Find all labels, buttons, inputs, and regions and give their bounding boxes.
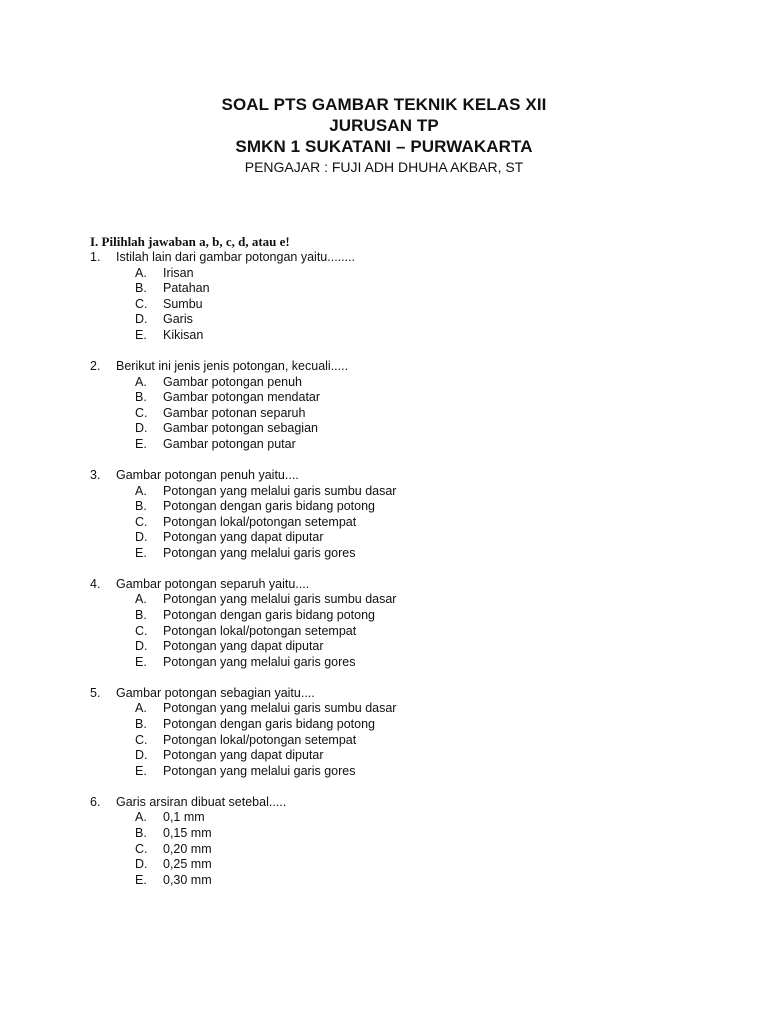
option-letter: E. [135, 654, 147, 669]
option-letter: E. [135, 327, 147, 342]
teacher-line: PENGAJAR : FUJI ADH DHUHA AKBAR, ST [244, 159, 524, 175]
option-text: Potongan lokal/potongan setempat [163, 514, 357, 529]
question-stem [0, 468, 768, 484]
option-letter: E. [135, 545, 147, 560]
question-stem [0, 359, 768, 375]
option-e [0, 328, 768, 344]
option-a [0, 266, 768, 282]
option-letter: A. [135, 483, 147, 498]
option-letter: C. [135, 841, 148, 856]
option-letter: A. [135, 810, 147, 825]
option-a [0, 592, 768, 608]
option-text: Gambar potongan sebagian [163, 421, 318, 436]
option-text: Potongan yang melalui garis sumbu dasar [163, 483, 397, 498]
option-d [0, 421, 768, 437]
option-letter: B. [135, 390, 147, 405]
option-letter: C. [135, 405, 148, 420]
option-letter: E. [135, 763, 147, 778]
option-text: Potongan yang dapat diputar [163, 530, 324, 545]
question-text: Berikut ini jenis jenis potongan, kecuali..... [116, 358, 349, 373]
question-number: 4. [90, 576, 101, 591]
question-number: 3. [90, 467, 101, 482]
option-c [0, 624, 768, 640]
question-number: 1. [90, 250, 101, 264]
option-d [0, 857, 768, 873]
option-text: Gambar potongan penuh [163, 374, 302, 389]
question-5 [0, 686, 768, 780]
option-text: Irisan [163, 265, 194, 280]
option-text: Gambar potongan mendatar [163, 390, 321, 405]
option-c [0, 733, 768, 749]
option-d [0, 312, 768, 328]
option-a [0, 375, 768, 391]
question-text: Garis arsiran dibuat setebal..... [116, 794, 287, 809]
option-letter: B. [135, 717, 147, 731]
option-text: Sumbu [163, 296, 203, 311]
section-instruction: I. Pilihlah jawaban a, b, c, d, atau e! [90, 234, 290, 249]
option-b [0, 608, 768, 624]
title-line-1: SOAL PTS GAMBAR TEKNIK KELAS XII [221, 95, 547, 114]
question-stem [0, 577, 768, 593]
option-letter: D. [135, 530, 148, 545]
question-2 [0, 359, 768, 453]
option-text: Potongan dengan garis bidang potong [163, 717, 375, 731]
option-letter: D. [135, 639, 148, 654]
option-letter: C. [135, 296, 148, 311]
title-line-3: SMKN 1 SUKATANI – PURWAKARTA [235, 137, 533, 156]
option-text: Gambar potonan separuh [163, 405, 306, 420]
option-a [0, 484, 768, 500]
option-b [0, 390, 768, 406]
option-b [0, 826, 768, 842]
question-3 [0, 468, 768, 562]
option-letter: E. [135, 872, 147, 887]
option-letter: C. [135, 732, 148, 747]
option-text: 0,1 mm [163, 810, 205, 825]
option-text: Potongan yang melalui garis sumbu dasar [163, 592, 397, 607]
option-text: Potongan yang melalui garis gores [163, 763, 356, 778]
option-text: Potongan yang dapat diputar [163, 748, 324, 763]
option-letter: D. [135, 312, 148, 327]
option-e [0, 437, 768, 453]
option-letter: E. [135, 436, 147, 451]
option-c [0, 842, 768, 858]
option-text: Potongan yang melalui garis gores [163, 654, 356, 669]
option-letter: B. [135, 499, 147, 514]
option-letter: D. [135, 748, 148, 763]
option-letter: C. [135, 623, 148, 638]
option-text: Potongan dengan garis bidang potong [163, 608, 375, 623]
question-stem [0, 686, 768, 702]
option-letter: C. [135, 514, 148, 529]
option-c [0, 406, 768, 422]
question-text: Istilah lain dari gambar potongan yaitu........ [116, 250, 356, 264]
option-letter: A. [135, 592, 147, 607]
option-text: Gambar potongan putar [163, 436, 296, 451]
question-stem [0, 795, 768, 811]
question-text: Gambar potongan sebagian yaitu.... [116, 685, 315, 700]
option-letter: D. [135, 857, 148, 872]
option-d [0, 748, 768, 764]
option-letter: A. [135, 265, 147, 280]
option-e [0, 764, 768, 780]
question-6 [0, 795, 768, 889]
question-number: 6. [90, 794, 101, 809]
option-c [0, 515, 768, 531]
option-text: Garis [163, 312, 193, 327]
option-e [0, 546, 768, 562]
question-4 [0, 577, 768, 671]
option-d [0, 530, 768, 546]
option-text: Kikisan [163, 327, 204, 342]
option-d [0, 639, 768, 655]
option-text: 0,25 mm [163, 857, 212, 872]
question-text: Gambar potongan penuh yaitu.... [116, 467, 299, 482]
option-letter: A. [135, 701, 147, 716]
question-1 [0, 250, 768, 344]
option-letter: B. [135, 281, 147, 296]
title-line-2: JURUSAN TP [329, 116, 439, 135]
option-b [0, 717, 768, 733]
option-letter: B. [135, 608, 147, 623]
option-text: Potongan lokal/potongan setempat [163, 623, 357, 638]
option-text: Potongan yang melalui garis gores [163, 545, 356, 560]
option-a [0, 701, 768, 717]
option-text: Potongan lokal/potongan setempat [163, 732, 357, 747]
option-text: 0,30 mm [163, 872, 212, 887]
question-list [0, 250, 768, 904]
option-letter: A. [135, 374, 147, 389]
option-c [0, 297, 768, 313]
option-b [0, 281, 768, 297]
option-text: Patahan [163, 281, 210, 296]
option-text: 0,15 mm [163, 825, 212, 840]
option-text: Potongan yang melalui garis sumbu dasar [163, 701, 397, 716]
question-number: 2. [90, 358, 101, 373]
option-e [0, 873, 768, 889]
question-stem [0, 250, 768, 266]
option-text: 0,20 mm [163, 841, 212, 856]
option-letter: D. [135, 421, 148, 436]
option-a [0, 810, 768, 826]
option-b [0, 499, 768, 515]
option-e [0, 655, 768, 671]
option-text: Potongan dengan garis bidang potong [163, 499, 375, 514]
document-header [0, 94, 768, 176]
option-letter: B. [135, 825, 147, 840]
question-text: Gambar potongan separuh yaitu.... [116, 576, 310, 591]
option-text: Potongan yang dapat diputar [163, 639, 324, 654]
question-number: 5. [90, 685, 101, 700]
